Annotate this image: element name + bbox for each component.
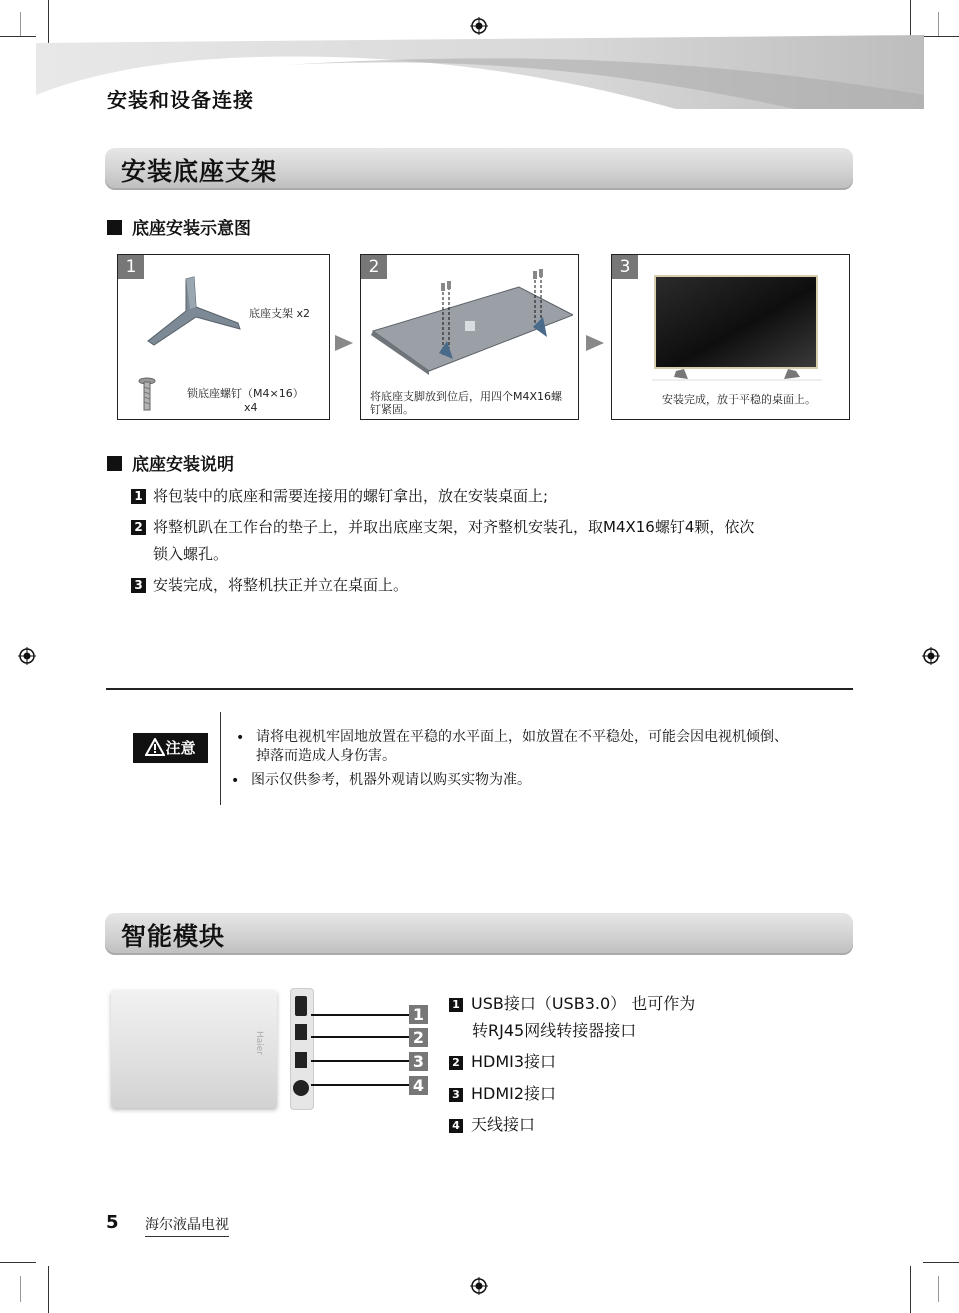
- stand-label: 底座支架 x2: [249, 307, 311, 320]
- page-number: 5: [106, 1212, 119, 1233]
- step-number: 2: [131, 520, 146, 535]
- step-item: 2 将整机趴在工作台的垫子上，并取出底座支架，对齐整机安装孔，取M4X16螺钉4颗，依次: [131, 514, 754, 541]
- square-bullet-icon: [107, 220, 122, 235]
- panel-number: 3: [612, 255, 638, 279]
- panel-number: 2: [361, 255, 387, 279]
- diagram-panel-1: [117, 254, 330, 420]
- section-title-bar: [105, 913, 853, 955]
- callout-line: [311, 1036, 409, 1038]
- usb-port-icon: [295, 996, 307, 1016]
- screw-image: [136, 377, 158, 413]
- callout-line: [311, 1084, 409, 1086]
- crop-mark: [923, 1262, 959, 1263]
- caution-item: • 请将电视机牢固地放置在平稳的水平面上，如放置在不平稳处，可能会因电视机倾倒、: [236, 729, 788, 746]
- section-title: 智能模块: [121, 922, 226, 951]
- port-item: 1 USB接口（USB3.0） 也可作为: [449, 993, 695, 1015]
- callout-number: 3: [409, 1052, 428, 1071]
- warning-icon: [145, 738, 165, 756]
- caution-divider: [220, 712, 221, 805]
- callout-line: [311, 1060, 409, 1062]
- registration-mark-icon: [18, 647, 36, 665]
- stand-bracket-image: [140, 273, 250, 353]
- chapter-title: 安装和设备连接: [107, 88, 254, 112]
- brand-logo: Haier: [254, 1030, 265, 1056]
- section-title-bar: [105, 148, 853, 190]
- crop-mark: [0, 1262, 36, 1263]
- registration-mark-icon: [470, 17, 488, 35]
- panel-number: 1: [118, 255, 144, 279]
- port-item-continuation: 转RJ45网线转接器接口: [472, 1021, 637, 1040]
- callout-number: 2: [409, 1028, 428, 1047]
- crop-mark: [48, 1266, 49, 1313]
- panel-3-caption: 安装完成，放于平稳的桌面上。: [662, 393, 816, 406]
- instructions-heading: 底座安装说明: [107, 450, 234, 475]
- tv-standing-image: [652, 273, 822, 385]
- section-title: 安装底座支架: [121, 157, 278, 186]
- crop-mark: [923, 36, 959, 37]
- port-number: 1: [449, 998, 463, 1012]
- footer-product-name: 海尔液晶电视: [145, 1214, 229, 1237]
- port-item: 2 HDMI3接口: [449, 1051, 556, 1073]
- port-item: 3 HDMI2接口: [449, 1083, 556, 1105]
- diagram-panel-2: [360, 254, 579, 420]
- step-number: 1: [131, 489, 146, 504]
- registration-mark-icon: [470, 1277, 488, 1295]
- caution-item: • 图示仅供参考，机器外观请以购买实物为准。: [231, 772, 531, 789]
- hdmi-port-icon: [295, 1052, 307, 1068]
- screw-label: 锁底座螺钉（M4×16）: [187, 387, 304, 400]
- diagram-panel-3: [611, 254, 850, 420]
- arrow-right-icon: [586, 335, 604, 351]
- crop-mark: [0, 36, 36, 37]
- panel-2-caption: 将底座支脚放到位后，用四个M4X16螺钉紧固。: [370, 390, 563, 416]
- callout-line: [311, 1014, 409, 1016]
- caution-item-continuation: 掉落而造成人身伤害。: [256, 748, 396, 764]
- square-bullet-icon: [107, 456, 122, 471]
- crop-mark: [938, 12, 939, 36]
- hdmi-port-icon: [295, 1024, 307, 1040]
- crop-mark: [938, 1276, 939, 1302]
- smart-module-image: [107, 978, 313, 1124]
- diagram-heading: 底座安装示意图: [107, 214, 251, 239]
- port-item: 4 天线接口: [449, 1114, 535, 1136]
- step-item-continuation: 锁入螺孔。: [153, 545, 229, 563]
- registration-mark-icon: [922, 647, 940, 665]
- screw-quantity: x4: [244, 401, 258, 414]
- antenna-port-icon: [293, 1080, 309, 1096]
- arrow-right-icon: [335, 335, 353, 351]
- step-number: 3: [131, 578, 146, 593]
- tv-facedown-image: [369, 267, 573, 375]
- step-item: 1 将包装中的底座和需要连接用的螺钉拿出，放在安装桌面上;: [131, 483, 548, 510]
- callout-number: 4: [409, 1076, 428, 1095]
- crop-mark: [910, 1266, 911, 1313]
- port-number: 3: [449, 1088, 463, 1102]
- crop-mark: [20, 12, 21, 36]
- divider: [106, 688, 853, 690]
- caution-badge: 注意: [133, 733, 208, 763]
- step-item: 3 安装完成，将整机扶正并立在桌面上。: [131, 572, 408, 599]
- callout-number: 1: [409, 1005, 428, 1024]
- port-number: 2: [449, 1056, 463, 1070]
- crop-mark: [20, 1276, 21, 1302]
- port-number: 4: [449, 1119, 463, 1133]
